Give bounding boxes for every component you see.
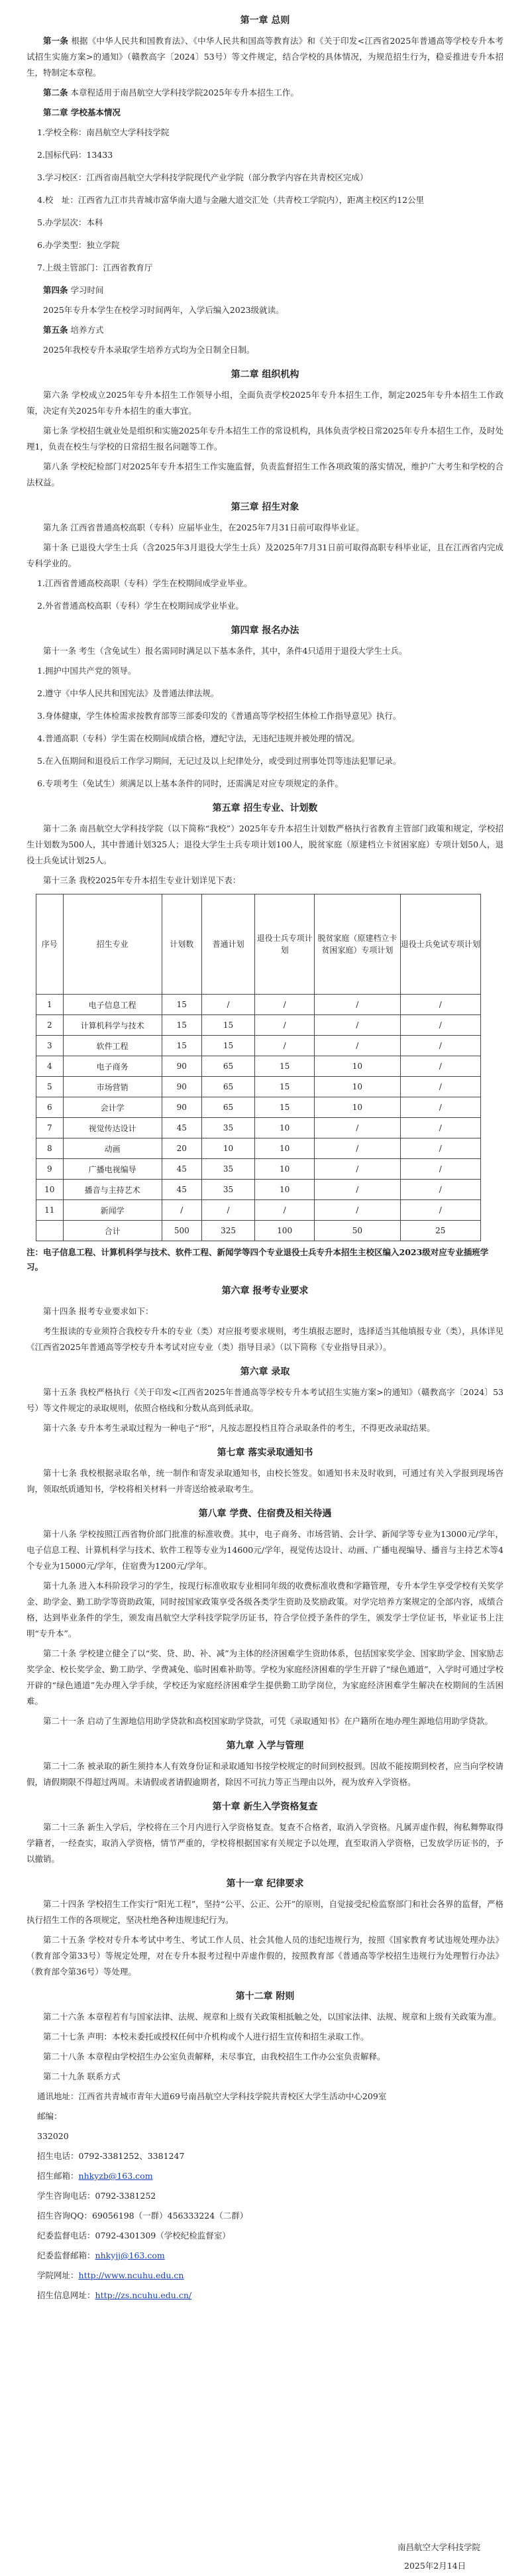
contact-zip-label: 邮编：	[37, 2111, 62, 2121]
chapter-5-title: 第四章 报名办法	[231, 625, 299, 636]
chapter-13-title: 第十一章 纪律要求	[226, 1878, 304, 1889]
regulations-document	[26, 4, 504, 2306]
school-info-2: 2.国标代码：13433	[37, 150, 113, 160]
target-item-1: 1.江西省普通高校高职（专科）学生在校期间成学业毕业。	[37, 578, 252, 588]
cell-total: 15	[162, 1015, 201, 1036]
article-17: 第十七条 我校根据录取名单，统一制作和寄发录取通知书，由校长签发。如通知书未及时收到，可通过有关入学报到现场咨询，领取纸质通知书，学校将相关材料一并寄送给被录取考生。	[26, 1468, 504, 1494]
cell-poverty: /	[315, 1159, 400, 1180]
cell-veteran: 100	[255, 1221, 315, 1241]
article-5-title: 培养方式	[70, 325, 104, 335]
cell-veteran: /	[255, 1200, 315, 1221]
contact-zip-value-row	[37, 2128, 504, 2144]
article-10: 第十条 已退役大学生士兵（含2025年3月退役大学生士兵）及2025年7月31日前可取得高职专科毕业证，且在江西省内完成专科学业的。	[26, 542, 504, 568]
cell-general: 65	[202, 1077, 255, 1097]
table-row	[36, 1159, 481, 1180]
article-2	[26, 85, 504, 101]
cell-exempt: 25	[400, 1221, 480, 1241]
th-plan-poverty: 脱贫家庭（原建档立卡贫困家庭）专项计划	[315, 894, 400, 995]
cell-total: /	[162, 1200, 201, 1221]
chapter-6-title: 第五章 招生专业、计划数	[212, 803, 318, 814]
contact-qq-label: 招生咨询QQ：	[37, 2211, 92, 2221]
article-22: 第二十二条 被录取的新生须持本人有效身份证和录取通知书按学校规定的时间到校报到。因故不能按期到校者，应当向学校请假，请假期限不得超过两周。未请假或者请假逾期者，除因不可抗力等正当理由以外，视为放弃入学资格。	[26, 1761, 504, 1787]
article-5-lead: 第五条	[43, 325, 68, 335]
chapter-3-title: 第二章 组织机构	[231, 369, 299, 380]
table-row	[36, 1138, 481, 1159]
table-total-row	[36, 1221, 481, 1241]
contact-address	[37, 2089, 504, 2105]
cell-general: 325	[202, 1221, 255, 1241]
chapter-1-title: 第一章 总则	[240, 15, 290, 26]
cell-exempt: /	[400, 1138, 480, 1159]
article-29: 第二十九条 联系方式	[43, 2071, 121, 2081]
cell-major: 计算机科学与技术	[63, 1015, 162, 1036]
cell-total: 15	[162, 1036, 201, 1056]
contact-supervision-value: 0792-4301309（学校纪检监督室）	[95, 2231, 231, 2240]
cell-veteran: /	[255, 1036, 315, 1056]
cell-index: 7	[36, 1118, 64, 1138]
article-24: 第二十四条 学校招生工作实行“阳光工程”，坚持“公平、公正、公开”的原则，自觉接受纪检监察部门和社会各界的监督，严格执行招生工作的各项规定，坚决杜绝各种违规违纪行为。	[26, 1899, 504, 1925]
contact-tel-value: 0792-3381252、3381247	[78, 2151, 185, 2161]
th-major: 招生专业	[63, 894, 162, 995]
table-row	[36, 1118, 481, 1138]
school-info-6: 6.办学类型：独立学院	[37, 240, 120, 250]
cell-poverty: /	[315, 1118, 400, 1138]
contact-supervision	[37, 2228, 504, 2244]
contact-address-value: 江西省共青城市青年大道69号南昌航空大学科技学院共青校区大学生活动中心209室	[78, 2091, 387, 2101]
contact-tel-label: 招生电话：	[37, 2151, 79, 2161]
article-23: 第二十三条 新生入学后，学校将在三个月内进行入学资格复查。复查不合格者，取消入学资格。凡属弄虚作假，徇私舞弊取得学籍者，一经查实，取消入学资格，情节严重的，学校将根据国家有关规定予以处理，直至取消入学资格，已发放学历证书的，予以撤销。	[26, 1822, 504, 1864]
chapter-12-title: 第十章 新生入学资格复查	[212, 1802, 318, 1812]
contact-tel2-label: 学生咨询电话：	[37, 2191, 95, 2201]
cell-general: 65	[202, 1056, 255, 1077]
cell-total: 500	[162, 1221, 201, 1241]
contact-tel2-value: 0792-3381252	[95, 2191, 156, 2201]
cell-total: 45	[162, 1118, 201, 1138]
article-5	[26, 322, 504, 338]
cell-exempt: /	[400, 995, 480, 1015]
article-5-body: 2025年我校专升本录取学生培养方式均为全日制全日制。	[43, 345, 255, 355]
table-row	[36, 1097, 481, 1118]
school-info-4: 4.校 址：江西省九江市共青城市富华南大道与金融大道交汇处（共青校工学院内），距离主校区约12公里	[37, 195, 425, 205]
article-14: 第十四条 报考专业要求如下：	[43, 1306, 154, 1316]
cell-veteran: 10	[255, 1118, 315, 1138]
enrollment-plan-table	[36, 894, 481, 1241]
school-info-5: 5.办学层次：本科	[37, 217, 103, 227]
cell-general: 15	[202, 1036, 255, 1056]
contact-website	[37, 2268, 504, 2284]
cell-poverty: /	[315, 1015, 400, 1036]
cell-exempt: /	[400, 1097, 480, 1118]
school-info-1: 1.学校全称：南昌航空大学科技学院	[37, 127, 170, 137]
school-info-7: 7.上级主管部门：江西省教育厅	[37, 263, 153, 273]
cell-index: 10	[36, 1180, 64, 1200]
contact-supervision-mail	[37, 2248, 504, 2264]
cell-major: 市场营销	[63, 1077, 162, 1097]
contact-tel2	[37, 2188, 504, 2204]
chapter-7-title: 第六章 报考专业要求	[221, 1286, 309, 1296]
cell-major: 视觉传达设计	[63, 1118, 162, 1138]
table-row	[36, 1180, 481, 1200]
cell-major: 播音与主持艺术	[63, 1180, 162, 1200]
article-21: 第二十一条 启动了生源地信用助学贷款和高校国家助学贷款，可凭《录取通知书》在户籍所在地办理生源地信用助学贷款。	[43, 1716, 493, 1726]
contact-website-label: 学院网址：	[37, 2270, 79, 2280]
article-4-lead: 第四条	[43, 285, 68, 295]
chapter-2-heading-inline	[26, 105, 504, 121]
article-6: 第六条 学校成立2025年专升本招生工作领导小组，全面负责学校2025年专升本招生工作，制定2025年专升本招生工作政策，决定有关2025年专升本招生的重大事宜。	[26, 390, 504, 416]
cell-general: 10	[202, 1138, 255, 1159]
cell-general: /	[202, 1200, 255, 1221]
article-15: 第十五条 我校严格执行《关于印发<江西省2025年普通高等学校专升本考试招生实施方案>的通知》（赣教高字〔2024〕53号）等文件规定的录取规则，依照合格线和分数从高到低录取。	[26, 1387, 504, 1413]
cell-total: 45	[162, 1159, 201, 1180]
signature-organization: 南昌航空大学科技学院	[398, 2542, 481, 2552]
cell-total-label: 合计	[63, 1221, 162, 1241]
cell-total: 15	[162, 995, 201, 1015]
article-14-body: 考生报读的专业须符合我校专升本的专业（类）对应报考要求规则，考生填报志愿时，选择适当其他填报专业（类），具体详见《江西省2025年普通高等学校专升本考试对应专业（类）指导目录》（以下简称《专业指导目录》）。	[26, 1326, 504, 1352]
article-20: 第二十条 学校建立健全了以“奖、贷、助、补、减”为主体的经济困难学生资助体系，包括国家奖学金、国家助学金、国家励志奖学金、校长奖学金、勤工助学、学费减免、临时困难补助等。学校为家庭经济困难的学生开辟了“绿色通道”，入学时可通过学校开辟的“绿色通道”先办理入学手续，学校还为家庭经济困难学生提供勤工助学岗位，为家庭经济困难学生解决在校期间的生活困难。	[26, 1648, 504, 1706]
cell-exempt: /	[400, 1200, 480, 1221]
cell-major: 动画	[63, 1138, 162, 1159]
chapter-2-title: 第二章 学校基本情况	[43, 107, 121, 117]
condition-1: 1.拥护中国共产党的领导。	[37, 666, 136, 676]
table-header-row	[36, 894, 481, 995]
signature-date: 2025年2月14日	[404, 2561, 466, 2571]
article-8: 第八条 学校纪检部门对2025年专升本招生工作实施监督，负责监督招生工作各项政策的落实情况，维护广大考生和学校的合法权益。	[26, 461, 504, 487]
article-18: 第十八条 学校按照江西省物价部门批准的标准收费。其中，电子商务、市场营销、会计学、新闻学等专业为13000元/学年，电子信息工程、计算机科学与技术、软件工程等专业为14600元/学年，视觉传达设计、动画、广播电视编导、播音与主持艺术等4个专业为15000元/学年，住宿费为1200元/学年。	[26, 1529, 504, 1571]
cell-index: 9	[36, 1159, 64, 1180]
cell-index	[36, 1221, 64, 1241]
contact-mail-label: 招生邮箱：	[37, 2171, 79, 2181]
target-item-2: 2.外省普通高校高职（专科）学生在校期间成学业毕业。	[37, 601, 244, 611]
cell-veteran: /	[255, 995, 315, 1015]
cell-veteran: /	[255, 1015, 315, 1036]
article-2-text: 本章程适用于南昌航空大学科技学院2025年专升本招生工作。	[70, 88, 299, 97]
cell-index: 1	[36, 995, 64, 1015]
cell-general: 15	[202, 1015, 255, 1036]
contact-admission-site-label: 招生信息网址：	[37, 2290, 95, 2300]
contact-admission-site-link[interactable]: http://zs.ncuhu.edu.cn/	[95, 2290, 192, 2300]
cell-exempt: /	[400, 1159, 480, 1180]
cell-major: 广播电视编导	[63, 1159, 162, 1180]
cell-exempt: /	[400, 1015, 480, 1036]
cell-general: 65	[202, 1097, 255, 1118]
article-13: 第十三条 我校2025年专升本招生专业计划详见下表：	[43, 875, 241, 885]
chapter-14-title: 第十二章 附则	[235, 1991, 295, 2002]
article-4-body: 2025年专升本学生在校学习时间两年，入学后编入2023级就读。	[43, 305, 284, 315]
article-1-lead: 第一条	[43, 36, 69, 46]
cell-exempt: /	[400, 1036, 480, 1056]
th-plan-veteran: 退役士兵专项计划	[255, 894, 315, 995]
cell-exempt: /	[400, 1077, 480, 1097]
cell-veteran: 10	[255, 1138, 315, 1159]
contact-supervision-mail-link[interactable]: nhkyjj@163.com	[95, 2250, 165, 2260]
cell-general: /	[202, 995, 255, 1015]
contact-admission-site	[37, 2288, 504, 2303]
cell-major: 电子信息工程	[63, 995, 162, 1015]
school-info-3: 3.学习校区：江西省南昌航空大学科技学院现代产业学院（部分教学内容在共青校区完成）	[37, 172, 368, 182]
article-19: 第十九条 进入本科阶段学习的学生，按现行标准收取专业相同年级的收费标准收费和学籍管理，专升本学生享受学校有关奖学金、助学金、勤工助学等资助政策，同时按国家政策享受各级各类学生资助及奖励政策。对学完培养方案规定的全部内容，成绩合格，达到毕业条件的学生，颁发南昌航空大学科技学院学历证书，符合学位授予条件的学生，颁发学士学位证书，毕业证书上注明“专升本”。	[26, 1581, 504, 1638]
th-index: 序号	[36, 894, 64, 995]
table-note: 注：电子信息工程、计算机科学与技术、软件工程、新闻学等四个专业退役士兵专升本招生主校区编入2023级对应专业插班学习。	[26, 1247, 489, 1272]
article-4	[26, 282, 504, 298]
cell-index: 2	[36, 1015, 64, 1036]
article-7: 第七条 学校招生就业处是组织和实施2025年专升本招生工作的常设机构，具体负责学校日常2025年专升本招生工作，及时处理1，负责在校生与学校的日常招生报名问题等工作。	[26, 426, 504, 452]
cell-total: 45	[162, 1180, 201, 1200]
cell-veteran: 10	[255, 1180, 315, 1200]
chapter-10-title: 第八章 学费、住宿费及相关待遇	[198, 1508, 332, 1519]
contact-tel	[37, 2148, 504, 2164]
article-1-text: 根据《中华人民共和国教育法》、《中华人民共和国高等教育法》和《关于印发<江西省2025年普通高等学校专升本考试招生实施方案>的通知》（赣教高字〔2024〕53号）等文件规定，结合学校的具体情况，为规范招生行为，稳妥推进专升本招生，特制定本章程。	[26, 36, 504, 78]
article-11: 第十一条 考生（含免试生）报名需同时满足以下基本条件，其中，条件4只适用于退役大学生士兵。	[43, 646, 407, 656]
cell-major: 软件工程	[63, 1036, 162, 1056]
cell-index: 3	[36, 1036, 64, 1056]
contact-mail-link[interactable]: nhkyzb@163.com	[78, 2171, 153, 2181]
th-plan-total: 计划数	[162, 894, 201, 995]
condition-2: 2.遵守《中华人民共和国宪法》及普通法律法规。	[37, 688, 219, 698]
table-row	[36, 1036, 481, 1056]
cell-index: 4	[36, 1056, 64, 1077]
contact-website-link[interactable]: http://www.ncuhu.edu.cn	[78, 2270, 184, 2280]
article-26: 第二十六条 本章程若有与国家法律、法规、规章和上级有关政策相抵触之处，以国家法律、法规、规章和上级有关政策为准。	[43, 2012, 502, 2022]
article-1	[26, 33, 504, 81]
cell-veteran: 15	[255, 1097, 315, 1118]
cell-total: 20	[162, 1138, 201, 1159]
table-row	[36, 995, 481, 1015]
cell-exempt: /	[400, 1118, 480, 1138]
cell-index: 11	[36, 1200, 64, 1221]
cell-veteran: 15	[255, 1056, 315, 1077]
table-row	[36, 1077, 481, 1097]
cell-poverty: /	[315, 1036, 400, 1056]
article-25: 第二十五条 学校对专升本考试中考生、考试工作人员、社会其他人员的违纪违规行为，按照《国家教育考试违规处理办法》（教育部令第33号）等规定处理，对在专升本报考过程中弄虚作假的，按照教育部《普通高等学校招生违规行为处理暂行办法》（教育部令第36号）等处理。	[26, 1935, 504, 1977]
cell-poverty: /	[315, 1200, 400, 1221]
cell-total: 90	[162, 1056, 201, 1077]
contact-qq	[37, 2208, 504, 2224]
cell-poverty: 10	[315, 1056, 400, 1077]
chapter-8-title: 第六章 录取	[240, 1367, 290, 1377]
contact-qq-value: 69056198（一群）456333224（二群）	[92, 2211, 248, 2221]
contact-supervision-label: 纪委监督电话：	[37, 2231, 95, 2240]
cell-poverty: 10	[315, 1097, 400, 1118]
th-plan-general: 普通计划	[202, 894, 255, 995]
cell-poverty: 10	[315, 1077, 400, 1097]
condition-3: 3.身体健康，学生体检需求按教育部等三部委印发的《普通高等学校招生体检工作指导意见》执行。	[37, 711, 401, 721]
cell-major: 电子商务	[63, 1056, 162, 1077]
article-12: 第十二条 南昌航空大学科技学院（以下简称“我校”）2025年专升本招生计划数严格执行省教育主管部门政策和规定，学校招生计划数为500人，其中普通计划325人；退役大学生士兵专项计划100人，脱贫家庭（原建档立卡贫困家庭）专项计划50人，退役士兵免试计划25人。	[26, 824, 504, 865]
chapter-9-title: 第七章 落实录取通知书	[217, 1447, 313, 1458]
cell-major: 会计学	[63, 1097, 162, 1118]
th-plan-veteran-exempt: 退役士兵免试专项计划	[400, 894, 480, 995]
cell-total: 90	[162, 1097, 201, 1118]
cell-total: 90	[162, 1077, 201, 1097]
cell-veteran: 10	[255, 1159, 315, 1180]
contact-address-label: 通讯地址：	[37, 2091, 79, 2101]
cell-general: 35	[202, 1159, 255, 1180]
cell-poverty: /	[315, 1138, 400, 1159]
cell-general: 35	[202, 1118, 255, 1138]
table-row	[36, 1200, 481, 1221]
article-2-lead: 第二条	[43, 88, 68, 97]
contact-mail	[37, 2168, 504, 2184]
condition-6: 6.专项考生（免试生）须满足以上基本条件的同时，还需满足对应专项规定的条件。	[37, 778, 343, 788]
article-28: 第二十八条 本章程由学校招生办公室负责解释，未尽事宜，由我校招生工作办公室负责解释。	[43, 2052, 386, 2061]
article-4-title: 学习时间	[70, 285, 104, 295]
cell-poverty: 50	[315, 1221, 400, 1241]
cell-poverty: /	[315, 1180, 400, 1200]
article-27: 第二十七条 声明：本校未委托或授权任何中介机构或个人进行招生宣传和招生录取工作。	[43, 2032, 369, 2042]
cell-poverty: /	[315, 995, 400, 1015]
condition-4: 4.普通高职（专科）学生需在校期间成绩合格，遵纪守法，无违纪违规并被处理的情况。	[37, 733, 360, 743]
cell-index: 6	[36, 1097, 64, 1118]
condition-5: 5.在入伍期间和退役后工作学习期间，无记过及以上纪律处分，或受到过刑事处罚等违法犯罪记录。	[37, 756, 401, 766]
contact-zip	[37, 2109, 504, 2124]
cell-general: 35	[202, 1180, 255, 1200]
contact-zip-value: 332020	[37, 2131, 69, 2141]
cell-exempt: /	[400, 1056, 480, 1077]
cell-major: 新闻学	[63, 1200, 162, 1221]
cell-index: 8	[36, 1138, 64, 1159]
article-16: 第十六条 专升本考生录取过程为一种电子“形”，凡按志愿投档且符合录取条件的考生，不得更改录取结果。	[43, 1423, 435, 1433]
chapter-11-title: 第九章 入学与管理	[226, 1741, 304, 1751]
chapter-4-title: 第三章 招生对象	[231, 502, 299, 513]
cell-veteran: 15	[255, 1077, 315, 1097]
cell-exempt: /	[400, 1180, 480, 1200]
cell-index: 5	[36, 1077, 64, 1097]
article-9: 第九条 江西省普通高校高职（专科）应届毕业生，在2025年7月31日前可取得毕业证。	[43, 522, 364, 532]
table-row	[36, 1056, 481, 1077]
table-row	[36, 1015, 481, 1036]
contact-supervision-mail-label: 纪委监督邮箱：	[37, 2250, 95, 2260]
